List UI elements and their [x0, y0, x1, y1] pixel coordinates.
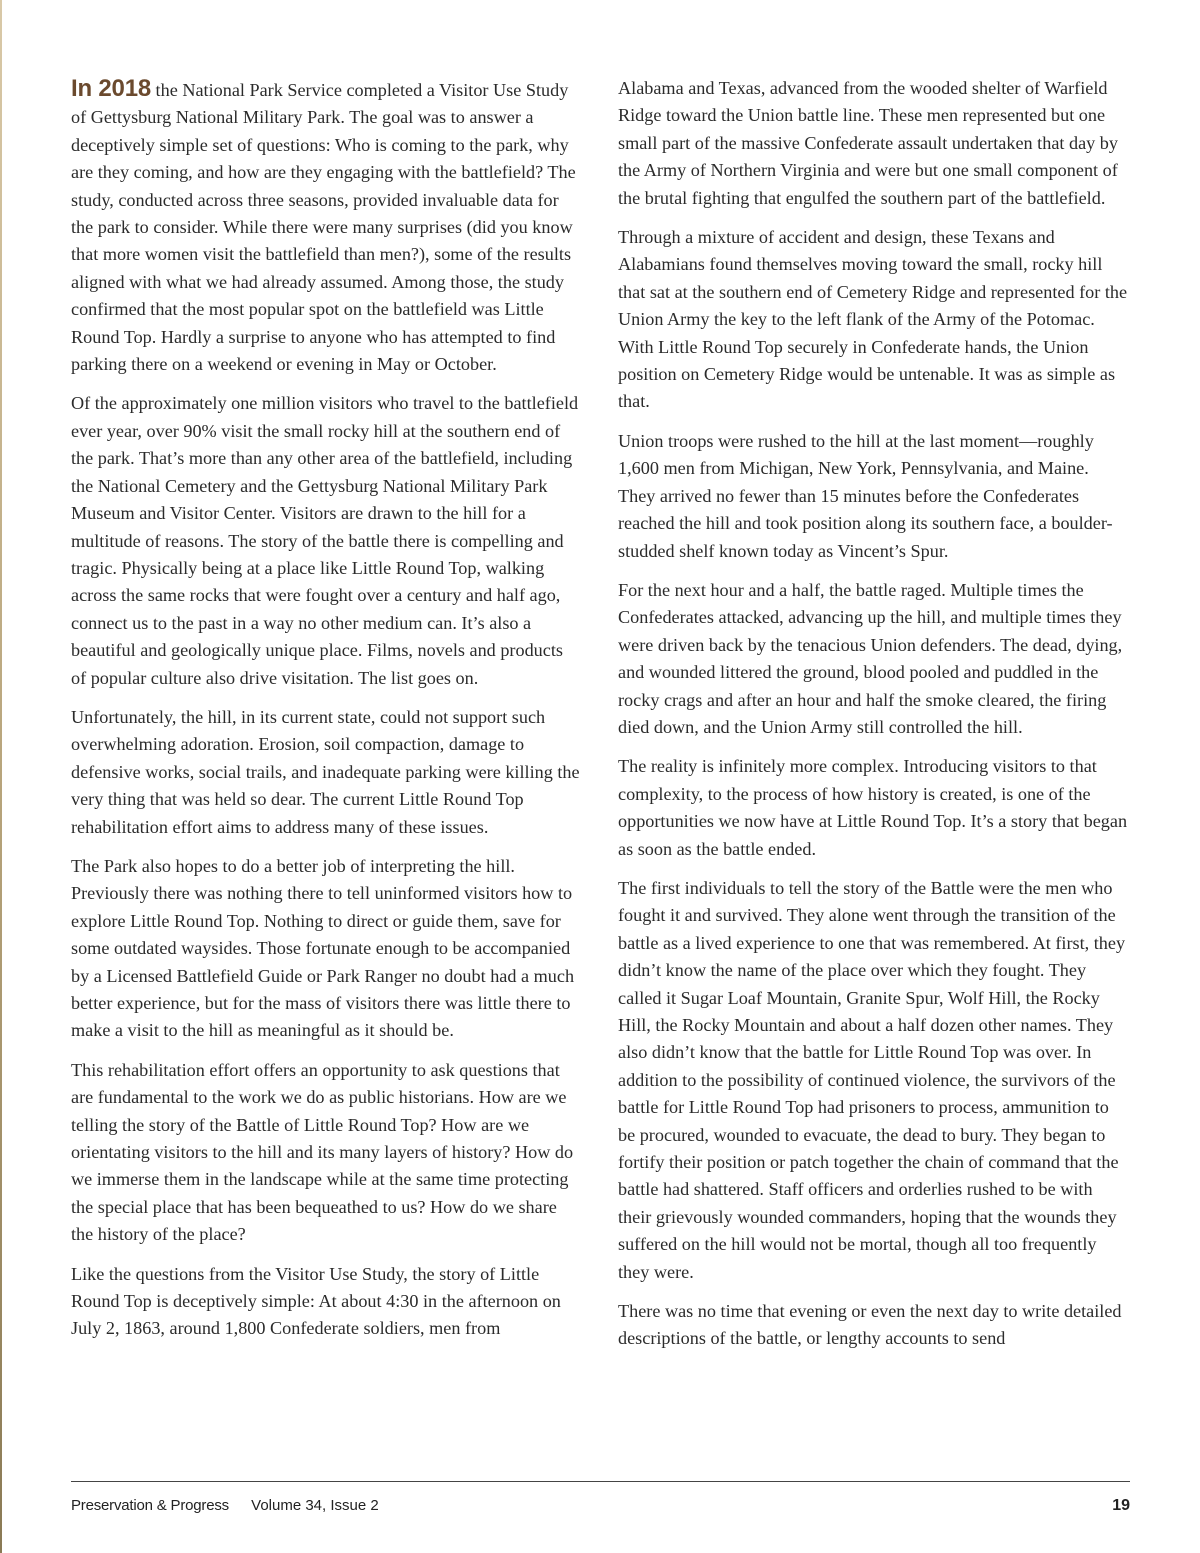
article-paragraph: Unfortunately, the hill, in its current state, could not support such overwhelming adoration. Erosion, soil compaction, damage to defensive works, social trails, and inadequate parking were killing the very thing that was held so dear. The current Little Round Top rehabilitation effort aims to address many of these issues.: [71, 706, 580, 837]
article-paragraph: The first individuals to tell the story of the Battle were the men who fought it and survived. They alone went through the transition of the battle as a lived experience to one that was remembered. At first, they didn’t know the name of the place over which they fought. They called it Sugar Loaf Mountain, Granite Spur, Wolf Hill, the Rocky Hill, the Rocky Mountain and about a half dozen other names. They also didn’t know that the battle for Little Round Top was over. In addition to the possibility of continued violence, the survivors of the battle for Little Round Top had prisoners to process, ammunition to be procured, wounded to evacuate, the dead to bury. They began to fortify their position or patch together the chain of command that the battle had shattered. Staff officers and orderlies rushed to be with their grievously wounded commanders, hoping that the wounds they suffered on the hill would not be mortal, though all too frequently they were.: [618, 877, 1126, 1282]
article-paragraph: Union troops were rushed to the hill at the last moment—roughly 1,600 men from Michigan, New York, Pennsylvania, and Maine. They arrived no fewer than 15 minutes before the Confederates reached the hill and took position along its southern face, a boulder-studded shelf known today as Vincent’s Spur.: [618, 430, 1113, 561]
article-column-left: [71, 75, 581, 1355]
article-paragraph: For the next hour and a half, the battle raged. Multiple times the Confederates attacked, advancing up the hill, and multiple times they were driven back by the tenacious Union defenders. The dead, dying, and wounded littered the ground, blood pooled and puddled in the rocky crags and after an hour and half the smoke cleared, the firing died down, and the Union Army still controlled the hill.: [618, 579, 1123, 737]
article-paragraph: [71, 75, 581, 378]
article-paragraph: This rehabilitation effort offers an opportunity to ask questions that are fundamental to the work we do as public historians. How are we telling the story of the Battle of Little Round Top? How are we orientating visitors to the hill and its many layers of history? How do we immerse them in the landscape while at the same time protecting the special place that has been bequeathed to us? How do we share the history of the place?: [71, 1059, 574, 1245]
article-paragraph: There was no time that evening or even the next day to write detailed descriptions of the battle, or lengthy accounts to send: [618, 1301, 1122, 1349]
article-paragraph: The reality is infinitely more complex. Introducing visitors to that complexity, to the process of how history is created, is one of the opportunities we now have at Little Round Top. It’s a story that began as soon as the battle ended.: [618, 756, 1128, 859]
page-edge-decoration: [0, 0, 2, 1553]
page-footer: [71, 1497, 1130, 1514]
paragraph-text: the National Park Service completed a Visitor Use Study of Gettysburg National Military Park. The goal was to answer a deceptively simple set of questions: Who is coming to the park, why are they coming, and how are they engaging with the battlefield? The study, conducted across three seasons, provided invaluable data for the park to consider. While there were many surprises (did you know that more women visit the battlefield than men?), some of the results aligned with what we had already assumed. Among those, the study confirmed that the most popular spot on the battlefield was Little Round Top. Hardly a surprise to anyone who has attempted to find parking there on a weekend or evening in May or October.: [71, 80, 576, 375]
article-paragraph: Of the approximately one million visitors who travel to the battlefield ever year, over 90% visit the small rocky hill at the southern end of the park. That’s more than any other area of the battlefield, including the National Cemetery and the Gettysburg National Military Park Museum and Visitor Center. Visitors are drawn to the hill for a multitude of reasons. The story of the battle there is compelling and tragic. Physically being at a place like Little Round Top, walking across the same rocks that were fought over a century and half ago, connect us to the past in a way no other medium can. It’s also a beautiful and geologically unique place. Films, novels and products of popular culture also drive visitation. The list goes on.: [71, 393, 579, 688]
page-number: 19: [1112, 1497, 1130, 1514]
article-column-right: [618, 75, 1128, 1365]
article-paragraph: The Park also hopes to do a better job of interpreting the hill. Previously there was nothing there to tell uninformed visitors how to explore Little Round Top. Nothing to direct or guide them, save for some outdated waysides. Those fortunate enough to be accompanied by a Licensed Battlefield Guide or Park Ranger no doubt had a much better experience, but for the mass of visitors there was little there to make a visit to the hill as meaningful as it should be.: [71, 855, 575, 1041]
lead-in: In 2018: [71, 75, 151, 102]
volume-issue: Volume 34, Issue 2: [251, 1497, 379, 1514]
article-paragraph: Like the questions from the Visitor Use Study, the story of Little Round Top is deceptively simple: At about 4:30 in the afternoon on July 2, 1863, around 1,800 Confederate soldiers, men from: [71, 1263, 561, 1339]
article-paragraph: Alabama and Texas, advanced from the wooded shelter of Warfield Ridge toward the Union battle line. These men represented but one small part of the massive Confederate assault undertaken that day by the Army of Northern Virginia and were but one small component of the brutal fighting that engulfed the southern part of the battlefield.: [618, 78, 1118, 208]
publication-title: Preservation & Progress: [71, 1497, 229, 1514]
article-paragraph: Through a mixture of accident and design, these Texans and Alabamians found themselves moving toward the small, rocky hill that sat at the southern end of Cemetery Ridge and represented for the Union Army the key to the left flank of the Army of the Potomac. With Little Round Top securely in Confederate hands, the Union position on Cemetery Ridge would be untenable. It was as simple as that.: [618, 227, 1128, 412]
footer-divider: [71, 1481, 1130, 1482]
